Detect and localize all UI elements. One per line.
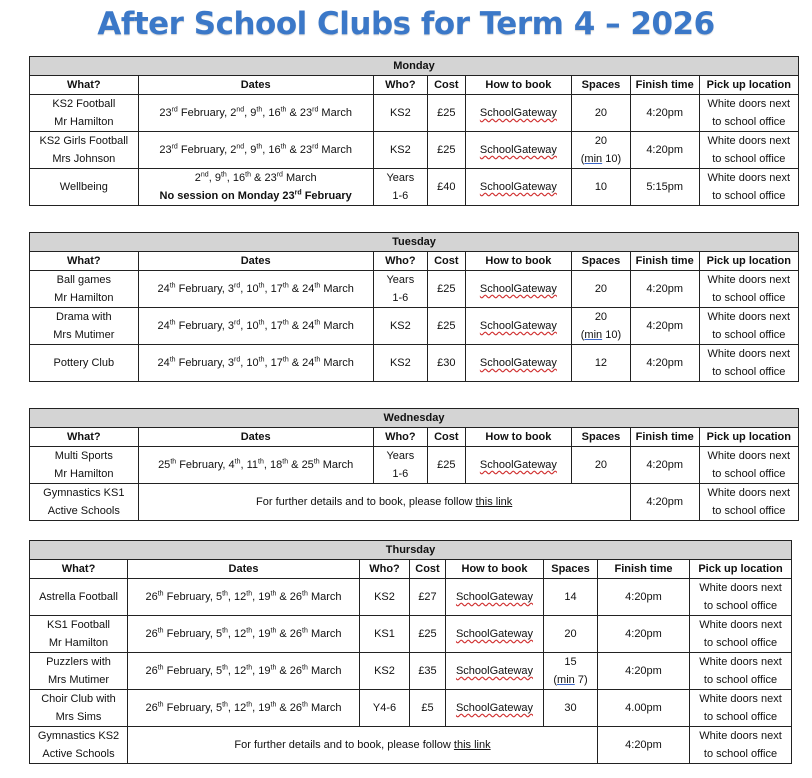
header-finish: Finish time xyxy=(630,428,699,447)
thursday-table xyxy=(29,540,792,764)
header-spaces: Spaces xyxy=(544,560,598,579)
who: KS2 xyxy=(360,653,410,690)
cost: £25 xyxy=(428,447,466,484)
club-name: Pottery Club xyxy=(30,345,139,382)
booking-link[interactable]: SchoolGateway xyxy=(465,169,572,206)
dates: 24th February, 3rd, 10th, 17th & 24th March xyxy=(138,271,373,308)
day-heading: Wednesday xyxy=(30,409,799,428)
finish-time: 4:20pm xyxy=(630,484,699,521)
table-row xyxy=(30,690,792,727)
cost: £35 xyxy=(410,653,446,690)
club-name: Gymnastics KS1 Active Schools xyxy=(30,484,139,521)
club-name: Multi Sports Mr Hamilton xyxy=(30,447,139,484)
header-how: How to book xyxy=(465,428,572,447)
header-how: How to book xyxy=(446,560,544,579)
header-who: Who? xyxy=(373,428,427,447)
pickup-location: White doors next to school office xyxy=(690,690,792,727)
club-name: KS2 Girls Football Mrs Johnson xyxy=(30,132,139,169)
club-name: KS2 Football Mr Hamilton xyxy=(30,95,139,132)
header-cost: Cost xyxy=(428,76,466,95)
header-spaces: Spaces xyxy=(572,252,631,271)
header-spaces: Spaces xyxy=(572,428,631,447)
header-dates: Dates xyxy=(138,252,373,271)
table-row xyxy=(30,345,799,382)
header-dates: Dates xyxy=(128,560,360,579)
finish-time: 4:20pm xyxy=(630,345,699,382)
finish-time: 4:20pm xyxy=(630,447,699,484)
finish-time: 4.00pm xyxy=(598,690,690,727)
dates: 24th February, 3rd, 10th, 17th & 24th March xyxy=(138,308,373,345)
table-row xyxy=(30,616,792,653)
header-what: What? xyxy=(30,252,139,271)
cost: £25 xyxy=(428,95,466,132)
header-finish: Finish time xyxy=(598,560,690,579)
finish-time: 4:20pm xyxy=(598,727,690,764)
dates: 2nd, 9th, 16th & 23rd March No session on Monday 23rd February xyxy=(138,169,373,206)
spaces: 12 xyxy=(572,345,631,382)
table-row xyxy=(30,579,792,616)
cost: £25 xyxy=(428,271,466,308)
header-pickup: Pick up location xyxy=(699,76,798,95)
tuesday-table xyxy=(29,232,799,382)
spaces: 20 xyxy=(572,95,631,132)
finish-time: 4:20pm xyxy=(630,308,699,345)
booking-link[interactable]: SchoolGateway xyxy=(446,579,544,616)
dates: 23rd February, 2nd, 9th, 16th & 23rd March xyxy=(138,132,373,169)
further-details: For further details and to book, please follow this link xyxy=(128,727,598,764)
pickup-location: White doors next to school office xyxy=(690,616,792,653)
details-link[interactable]: this link xyxy=(453,739,491,751)
cost: £25 xyxy=(410,616,446,653)
who: Years 1-6 xyxy=(373,447,427,484)
who: Years 1-6 xyxy=(373,271,427,308)
monday-table xyxy=(29,56,799,206)
spaces: 20 xyxy=(572,271,631,308)
table-row xyxy=(30,447,799,484)
header-what: What? xyxy=(30,560,128,579)
pickup-location: White doors next to school office xyxy=(699,484,798,521)
header-cost: Cost xyxy=(410,560,446,579)
booking-link[interactable]: SchoolGateway xyxy=(465,345,572,382)
booking-link[interactable]: SchoolGateway xyxy=(465,132,572,169)
finish-time: 4:20pm xyxy=(598,579,690,616)
spaces: 20 xyxy=(544,616,598,653)
table-row xyxy=(30,271,799,308)
details-link[interactable]: this link xyxy=(475,496,513,508)
spaces: 14 xyxy=(544,579,598,616)
wednesday-table xyxy=(29,408,799,521)
cost: £5 xyxy=(410,690,446,727)
header-how: How to book xyxy=(465,76,572,95)
club-name: Wellbeing xyxy=(30,169,139,206)
table-row xyxy=(30,653,792,690)
header-cost: Cost xyxy=(428,252,466,271)
who: Y4-6 xyxy=(360,690,410,727)
pickup-location: White doors next to school office xyxy=(699,345,798,382)
club-name: KS1 Football Mr Hamilton xyxy=(30,616,128,653)
club-name: Astrella Football xyxy=(30,579,128,616)
pickup-location: White doors next to school office xyxy=(690,579,792,616)
dates: 24th February, 3rd, 10th, 17th & 24th March xyxy=(138,345,373,382)
further-details: For further details and to book, please follow this link xyxy=(138,484,630,521)
header-who: Who? xyxy=(373,252,427,271)
booking-link[interactable]: SchoolGateway xyxy=(446,616,544,653)
dates: 26th February, 5th, 12th, 19th & 26th March xyxy=(128,690,360,727)
day-heading: Thursday xyxy=(30,541,792,560)
dates: 26th February, 5th, 12th, 19th & 26th March xyxy=(128,579,360,616)
booking-link[interactable]: SchoolGateway xyxy=(446,653,544,690)
day-heading: Monday xyxy=(30,57,799,76)
day-heading: Tuesday xyxy=(30,233,799,252)
table-row xyxy=(30,132,799,169)
who: KS2 xyxy=(373,345,427,382)
spaces: 15 (min 7) xyxy=(544,653,598,690)
pickup-location: White doors next to school office xyxy=(699,447,798,484)
header-finish: Finish time xyxy=(630,76,699,95)
booking-link[interactable]: SchoolGateway xyxy=(465,271,572,308)
pickup-location: White doors next to school office xyxy=(690,727,792,764)
who: KS2 xyxy=(360,579,410,616)
header-spaces: Spaces xyxy=(572,76,631,95)
dates: 26th February, 5th, 12th, 19th & 26th March xyxy=(128,616,360,653)
table-row xyxy=(30,169,799,206)
booking-link[interactable]: SchoolGateway xyxy=(465,308,572,345)
club-name: Drama with Mrs Mutimer xyxy=(30,308,139,345)
header-dates: Dates xyxy=(138,428,373,447)
who: Years 1-6 xyxy=(373,169,427,206)
session-note: No session on Monday 23rd February xyxy=(159,189,352,202)
dates: 26th February, 5th, 12th, 19th & 26th March xyxy=(128,653,360,690)
booking-link[interactable]: SchoolGateway xyxy=(465,95,572,132)
table-row xyxy=(30,308,799,345)
finish-time: 4:20pm xyxy=(630,271,699,308)
page-title: After School Clubs for Term 4 – 2026 xyxy=(97,6,715,42)
header-what: What? xyxy=(30,76,139,95)
booking-link[interactable]: SchoolGateway xyxy=(446,690,544,727)
who: KS2 xyxy=(373,95,427,132)
table-row xyxy=(30,727,792,764)
table-row xyxy=(30,484,799,521)
header-cost: Cost xyxy=(428,428,466,447)
pickup-location: White doors next to school office xyxy=(699,132,798,169)
spaces: 10 xyxy=(572,169,631,206)
header-what: What? xyxy=(30,428,139,447)
header-pickup: Pick up location xyxy=(690,560,792,579)
spaces: 20 (min 10) xyxy=(572,308,631,345)
pickup-location: White doors next to school office xyxy=(690,653,792,690)
header-pickup: Pick up location xyxy=(699,252,798,271)
cost: £40 xyxy=(428,169,466,206)
booking-link[interactable]: SchoolGateway xyxy=(465,447,572,484)
header-pickup: Pick up location xyxy=(699,428,798,447)
club-name: Puzzlers with Mrs Mutimer xyxy=(30,653,128,690)
dates: 23rd February, 2nd, 9th, 16th & 23rd March xyxy=(138,95,373,132)
table-row xyxy=(30,95,799,132)
cost: £25 xyxy=(428,132,466,169)
finish-time: 5:15pm xyxy=(630,169,699,206)
header-dates: Dates xyxy=(138,76,373,95)
spaces: 30 xyxy=(544,690,598,727)
finish-time: 4:20pm xyxy=(598,653,690,690)
dates: 25th February, 4th, 11th, 18th & 25th March xyxy=(138,447,373,484)
cost: £25 xyxy=(428,308,466,345)
who: KS2 xyxy=(373,132,427,169)
finish-time: 4:20pm xyxy=(598,616,690,653)
club-name: Choir Club with Mrs Sims xyxy=(30,690,128,727)
header-how: How to book xyxy=(465,252,572,271)
pickup-location: White doors next to school office xyxy=(699,271,798,308)
who: KS2 xyxy=(373,308,427,345)
spaces: 20 xyxy=(572,447,631,484)
pickup-location: White doors next to school office xyxy=(699,169,798,206)
who: KS1 xyxy=(360,616,410,653)
header-finish: Finish time xyxy=(630,252,699,271)
pickup-location: White doors next to school office xyxy=(699,308,798,345)
spaces: 20 (min 10) xyxy=(572,132,631,169)
club-name: Ball games Mr Hamilton xyxy=(30,271,139,308)
cost: £27 xyxy=(410,579,446,616)
finish-time: 4:20pm xyxy=(630,95,699,132)
header-who: Who? xyxy=(373,76,427,95)
header-who: Who? xyxy=(360,560,410,579)
finish-time: 4:20pm xyxy=(630,132,699,169)
pickup-location: White doors next to school office xyxy=(699,95,798,132)
club-name: Gymnastics KS2 Active Schools xyxy=(30,727,128,764)
cost: £30 xyxy=(428,345,466,382)
